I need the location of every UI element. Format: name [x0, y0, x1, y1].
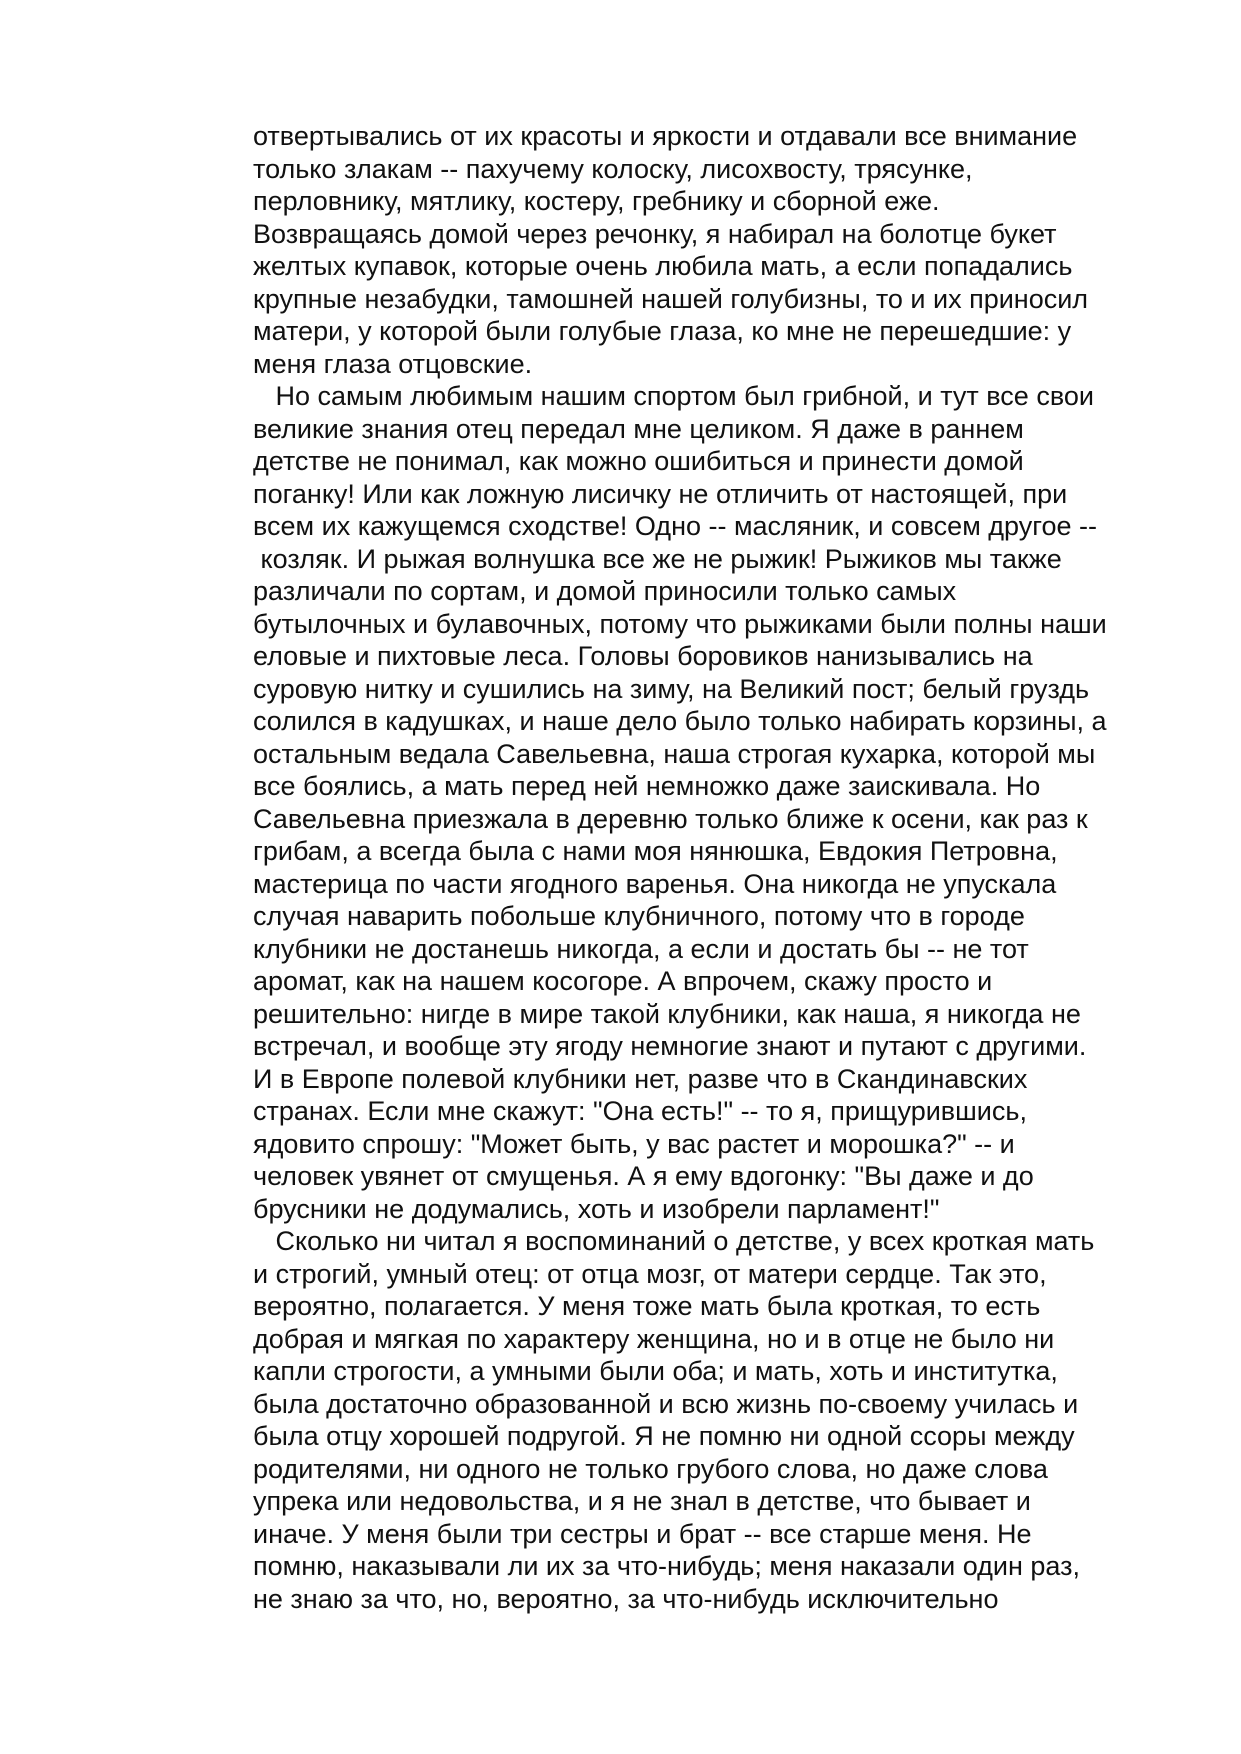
text-line: грибам, а всегда была с нами моя нянюшка, Евдокия Петровна, [253, 836, 1058, 866]
text-line: различали по сортам, и домой приносили только самых [253, 576, 957, 606]
text-line: детстве не понимал, как можно ошибиться и принести домой [253, 446, 1024, 476]
text-line: остальным ведала Савельевна, наша строгая кухарка, которой мы [253, 738, 1096, 769]
text-line: крупные незабудки, тамошней нашей голубизны, то и их приносил [253, 283, 1089, 314]
text-line: человек увянет от смущенья. А я ему вдогонку: "Вы даже и до [253, 1161, 1034, 1191]
text-line: И в Европе полевой клубники нет, разве что в Скандинавских [253, 1063, 1028, 1094]
text-line: поганку! Или как ложную лисичку не отличить от настоящей, при [253, 478, 1068, 509]
text-line: упрека или недовольства, и я не знал в детстве, что бывает и [253, 1486, 1031, 1516]
document-page [253, 120, 1153, 1615]
text-line: желтых купавок, которые очень любила мать, а если попадались [253, 251, 1073, 281]
text-line: случая наварить побольше клубничного, потому что в городе [253, 901, 1025, 931]
text-line: солился в кадушках, и наше дело было только набирать корзины, а [253, 706, 1107, 736]
text-line: все боялись, а мать перед ней немножко даже заискивала. Но [253, 771, 1041, 801]
text-line: матери, у которой были голубые глаза, ко мне не перешедшие: у [253, 316, 1072, 346]
text-line: бутылочных и булавочных, потому что рыжиками были полны наши [253, 608, 1107, 639]
text-line: ядовито спрошу: "Может быть, у вас растет и морошка?" -- и [253, 1128, 1015, 1159]
text-line: перловнику, мятлику, костеру, гребнику и сборной еже. [253, 186, 940, 216]
text-line: суровую нитку и сушились на зиму, на Великий пост; белый груздь [253, 673, 1090, 704]
text-line: аромат, как на нашем косогоре. А впрочем, скажу просто и [253, 966, 993, 996]
text-line: мастерица по части ягодного варенья. Она никогда не упускала [253, 868, 1057, 899]
text-line: Савельевна приезжала в деревню только ближе к осени, как раз к [253, 803, 1088, 834]
text-line: Возвращаясь домой через речонку, я набирал на болотце букет [253, 218, 1057, 249]
text-line: Но самым любимым нашим спортом был грибной, и тут все свои [253, 381, 1094, 411]
text-line: козляк. И рыжая волнушка все же не рыжик! Рыжиков мы также [253, 543, 1062, 574]
text-line: клубники не достанешь никогда, а если и достать бы -- не тот [253, 933, 1029, 964]
text-line: добрая и мягкая по характеру женщина, но и в отце не было ни [253, 1323, 1055, 1354]
text-line: капли строгости, а умными были оба; и мать, хоть и институтка, [253, 1356, 1058, 1386]
text-line: еловые и пихтовые леса. Головы боровиков нанизывались на [253, 641, 1033, 671]
text-line: решительно: нигде в мире такой клубники, как наша, я никогда не [253, 998, 1081, 1029]
text-line: странах. Если мне скажут: "Она есть!" -- то я, прищурившись, [253, 1096, 1027, 1126]
text-line: отвертывались от их красоты и яркости и отдавали все внимание [253, 121, 1078, 151]
text-line: иначе. У меня были три сестры и брат -- все старше меня. Не [253, 1518, 1032, 1549]
text-line: вероятно, полагается. У меня тоже мать была кроткая, то есть [253, 1291, 1041, 1321]
text-line: брусники не додумались, хоть и изобрели парламент!" [253, 1193, 940, 1224]
text-line: родителями, ни одного не только грубого слова, но даже слова [253, 1453, 1048, 1484]
text-line: и строгий, умный отец: от отца мозг, от матери сердце. Так это, [253, 1258, 1047, 1289]
text-line: была отцу хорошей подругой. Я не помню ни одной ссоры между [253, 1421, 1075, 1451]
text-line: не знаю за что, но, вероятно, за что-нибудь исключительно [253, 1583, 999, 1614]
text-line: была достаточно образованной и всю жизнь по-своему училась и [253, 1388, 1079, 1419]
text-line: только злакам -- пахучему колоску, лисохвосту, трясунке, [253, 153, 973, 184]
text-line: всем их кажущемся сходстве! Одно -- масляник, и совсем другое -- [253, 511, 1098, 541]
text-line: Сколько ни читал я воспоминаний о детстве, у всех кроткая мать [253, 1226, 1095, 1256]
text-line: встречал, и вообще эту ягоду немногие знают и путают с другими. [253, 1031, 1087, 1061]
text-line: великие знания отец передал мне целиком. Я даже в раннем [253, 413, 1024, 444]
text-line: помню, наказывали ли их за что-нибудь; меня наказали один раз, [253, 1551, 1081, 1581]
text-line: меня глаза отцовские. [253, 348, 533, 379]
